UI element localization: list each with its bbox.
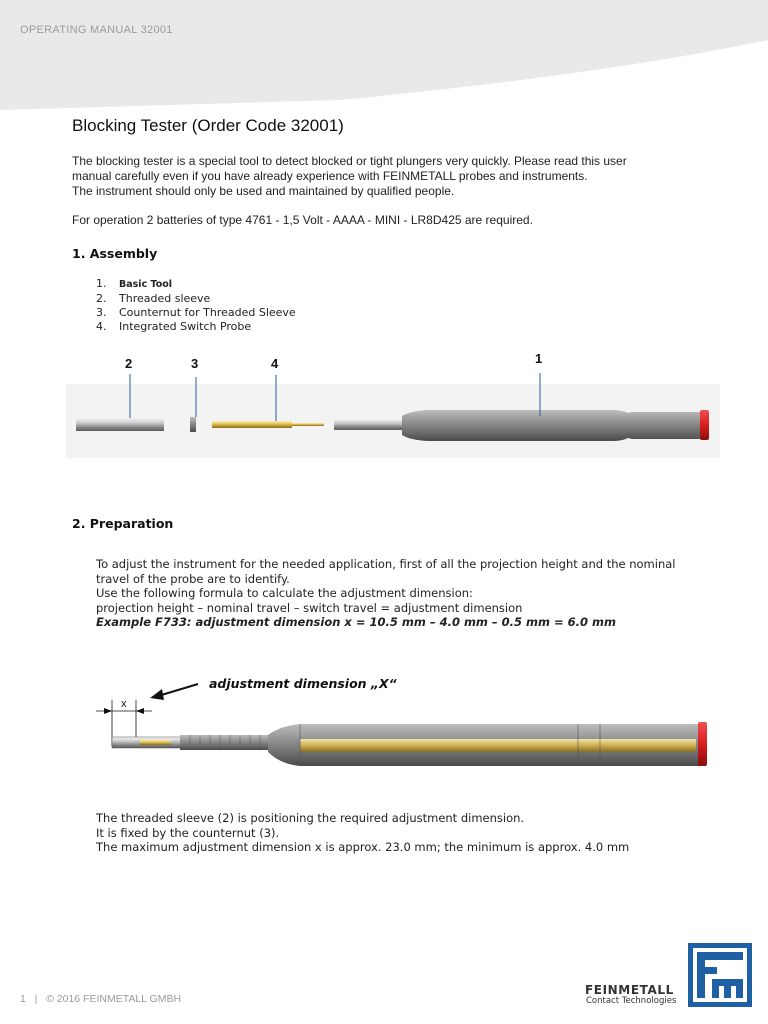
list-item: 1. Basic Tool xyxy=(96,277,173,290)
page-title: Blocking Tester (Order Code 32001) xyxy=(72,116,344,135)
brand-subtitle: Contact Technologies xyxy=(586,996,677,1006)
copyright-text: © 2016 FEINMETALL GMBH xyxy=(46,993,182,1005)
example-line: Example F733: adjustment dimension x = 10.5 mm – 4.0 mm – 0.5 mm = 6.0 mm xyxy=(96,615,616,630)
feinmetall-logo-icon xyxy=(688,943,752,1007)
page-number: 1 xyxy=(20,993,26,1005)
footer-copyright xyxy=(20,993,181,1005)
text-line: The threaded sleeve (2) is positioning the required adjustment dimension. xyxy=(96,811,525,825)
x-label: x xyxy=(121,698,127,710)
formula-line: projection height – nominal travel – switch travel = adjustment dimension xyxy=(96,600,523,615)
figure-label-3: 3 xyxy=(191,356,199,371)
text-line: The maximum adjustment dimension x is approx. 23.0 mm; the minimum is approx. 4.0 mm xyxy=(96,840,630,855)
list-item: 3. Counternut for Threaded Sleeve xyxy=(96,306,296,319)
footer-separator: | xyxy=(34,993,38,1005)
text-line: Use the following formula to calculate the adjustment dimension: xyxy=(96,586,473,601)
figure-label-4: 4 xyxy=(271,356,279,371)
list-item: 2. Threaded sleeve xyxy=(96,292,211,305)
list-item: 4. Integrated Switch Probe xyxy=(96,320,252,333)
red-cap xyxy=(698,722,707,766)
brand-name: FEINMETALL xyxy=(585,983,674,997)
header-title: OPERATING MANUAL 32001 xyxy=(20,24,173,36)
text-line: travel of the probe are to identify. xyxy=(96,571,290,586)
section-preparation-heading: 2. Preparation xyxy=(72,516,174,531)
figure-label-2: 2 xyxy=(125,356,133,371)
section-assembly-heading: 1. Assembly xyxy=(72,246,158,261)
adjustment-callout: adjustment dimension „X“ xyxy=(209,676,397,691)
batteries-paragraph: For operation 2 batteries of type 4761 - 1,5 Volt - AAAA - MINI - LR8D425 are required. xyxy=(72,213,533,227)
intro-line: The instrument should only be used and maintained by qualified people. xyxy=(72,184,455,198)
text-line: It is fixed by the counternut (3). xyxy=(96,825,280,840)
adjustment-notes xyxy=(96,811,629,855)
figure-label-1: 1 xyxy=(535,351,543,366)
intro-line: The blocking tester is a special tool to detect blocked or tight plungers very quickly. Please read this user xyxy=(72,154,627,168)
intro-line: manual carefully even if you have already experience with FEINMETALL probes and instruments. xyxy=(72,169,588,183)
text-line: To adjust the instrument for the needed application, first of all the projection height and the nominal xyxy=(96,557,676,571)
